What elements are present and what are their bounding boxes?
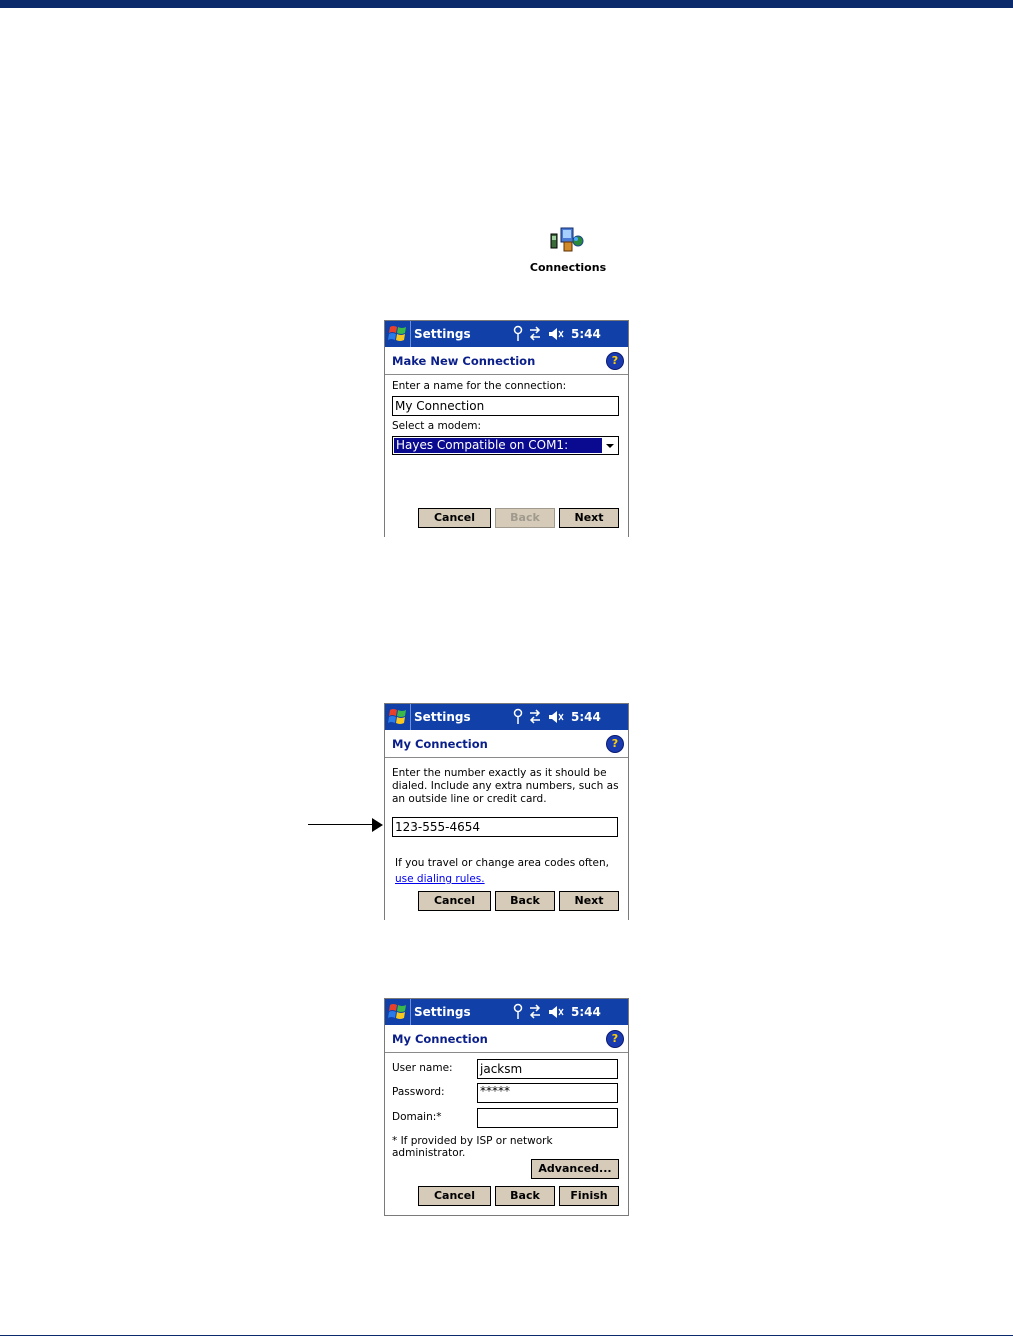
clock[interactable]: 5:44 xyxy=(571,327,601,341)
page-title: My Connection xyxy=(392,737,488,751)
antenna-icon[interactable] xyxy=(513,1003,523,1021)
page-title: Make New Connection xyxy=(392,354,536,368)
connection-name-input[interactable]: My Connection xyxy=(392,396,619,416)
page-header xyxy=(385,1025,628,1053)
travel-text: If you travel or change area codes often, xyxy=(395,857,610,869)
clock[interactable]: 5:44 xyxy=(571,710,601,724)
app-title: Settings xyxy=(414,327,471,341)
connectivity-icon[interactable] xyxy=(528,708,542,726)
cancel-button[interactable]: Cancel xyxy=(418,891,491,911)
modem-selected-value: Hayes Compatible on COM1: xyxy=(394,438,602,453)
start-icon[interactable] xyxy=(387,323,409,345)
pda-screen-phone-number xyxy=(384,703,629,920)
title-bar xyxy=(385,999,628,1025)
help-icon[interactable]: ? xyxy=(606,735,624,753)
pda-screen-make-new-connection xyxy=(384,320,629,537)
back-button[interactable]: Back xyxy=(495,891,555,911)
back-button[interactable]: Back xyxy=(495,1186,555,1206)
modem-label: Select a modem: xyxy=(392,420,482,432)
bottom-rule xyxy=(0,1335,1013,1336)
instruction-line-2: dialed. Include any extra numbers, such as xyxy=(392,780,619,792)
connection-name-label: Enter a name for the connection: xyxy=(392,380,567,392)
top-rule xyxy=(0,0,1013,8)
next-button[interactable]: Next xyxy=(559,508,619,528)
app-title: Settings xyxy=(414,710,471,724)
start-icon[interactable] xyxy=(387,706,409,728)
phone-number-input[interactable]: 123-555-4654 xyxy=(392,817,618,837)
title-separator xyxy=(410,321,411,347)
volume-muted-icon[interactable] xyxy=(547,708,565,726)
user-name-label: User name: xyxy=(392,1062,453,1074)
instruction-line-1: Enter the number exactly as it should be xyxy=(392,767,607,779)
password-label: Password: xyxy=(392,1086,445,1098)
advanced-button[interactable]: Advanced... xyxy=(531,1159,619,1179)
title-separator xyxy=(410,999,411,1025)
title-bar xyxy=(385,321,628,347)
app-title: Settings xyxy=(414,1005,471,1019)
cancel-button[interactable]: Cancel xyxy=(418,1186,491,1206)
page-header xyxy=(385,347,628,375)
connectivity-icon[interactable] xyxy=(528,325,542,343)
antenna-icon[interactable] xyxy=(513,708,523,726)
domain-note: * If provided by ISP or network administrator. xyxy=(392,1135,553,1159)
connections-label: Connections xyxy=(529,261,607,274)
title-bar xyxy=(385,704,628,730)
dialing-rules-link[interactable]: use dialing rules. xyxy=(395,873,485,885)
user-name-input[interactable]: jacksm xyxy=(477,1059,618,1079)
help-icon[interactable]: ? xyxy=(606,352,624,370)
status-area xyxy=(509,708,625,726)
volume-muted-icon[interactable] xyxy=(547,325,565,343)
status-area xyxy=(509,1003,625,1021)
status-area xyxy=(509,325,625,343)
next-button[interactable]: Next xyxy=(559,891,619,911)
connectivity-icon[interactable] xyxy=(528,1003,542,1021)
volume-muted-icon[interactable] xyxy=(547,1003,565,1021)
chevron-down-icon[interactable] xyxy=(603,438,617,453)
cancel-button[interactable]: Cancel xyxy=(418,508,491,528)
instruction-line-3: an outside line or credit card. xyxy=(392,793,547,805)
domain-input[interactable] xyxy=(477,1108,618,1128)
pda-screen-credentials xyxy=(384,998,629,1216)
domain-label: Domain:* xyxy=(392,1111,442,1123)
start-icon[interactable] xyxy=(387,1001,409,1023)
back-button[interactable]: Back xyxy=(495,508,555,528)
connections-icon[interactable] xyxy=(549,226,585,256)
finish-button[interactable]: Finish xyxy=(559,1186,619,1206)
callout-arrow-line xyxy=(308,824,374,825)
antenna-icon[interactable] xyxy=(513,325,523,343)
callout-arrow-head xyxy=(372,818,383,832)
clock[interactable]: 5:44 xyxy=(571,1005,601,1019)
page-title: My Connection xyxy=(392,1032,488,1046)
title-separator xyxy=(410,704,411,730)
modem-select[interactable] xyxy=(392,436,619,455)
page-header xyxy=(385,730,628,758)
password-input[interactable]: ***** xyxy=(477,1083,618,1103)
help-icon[interactable]: ? xyxy=(606,1030,624,1048)
